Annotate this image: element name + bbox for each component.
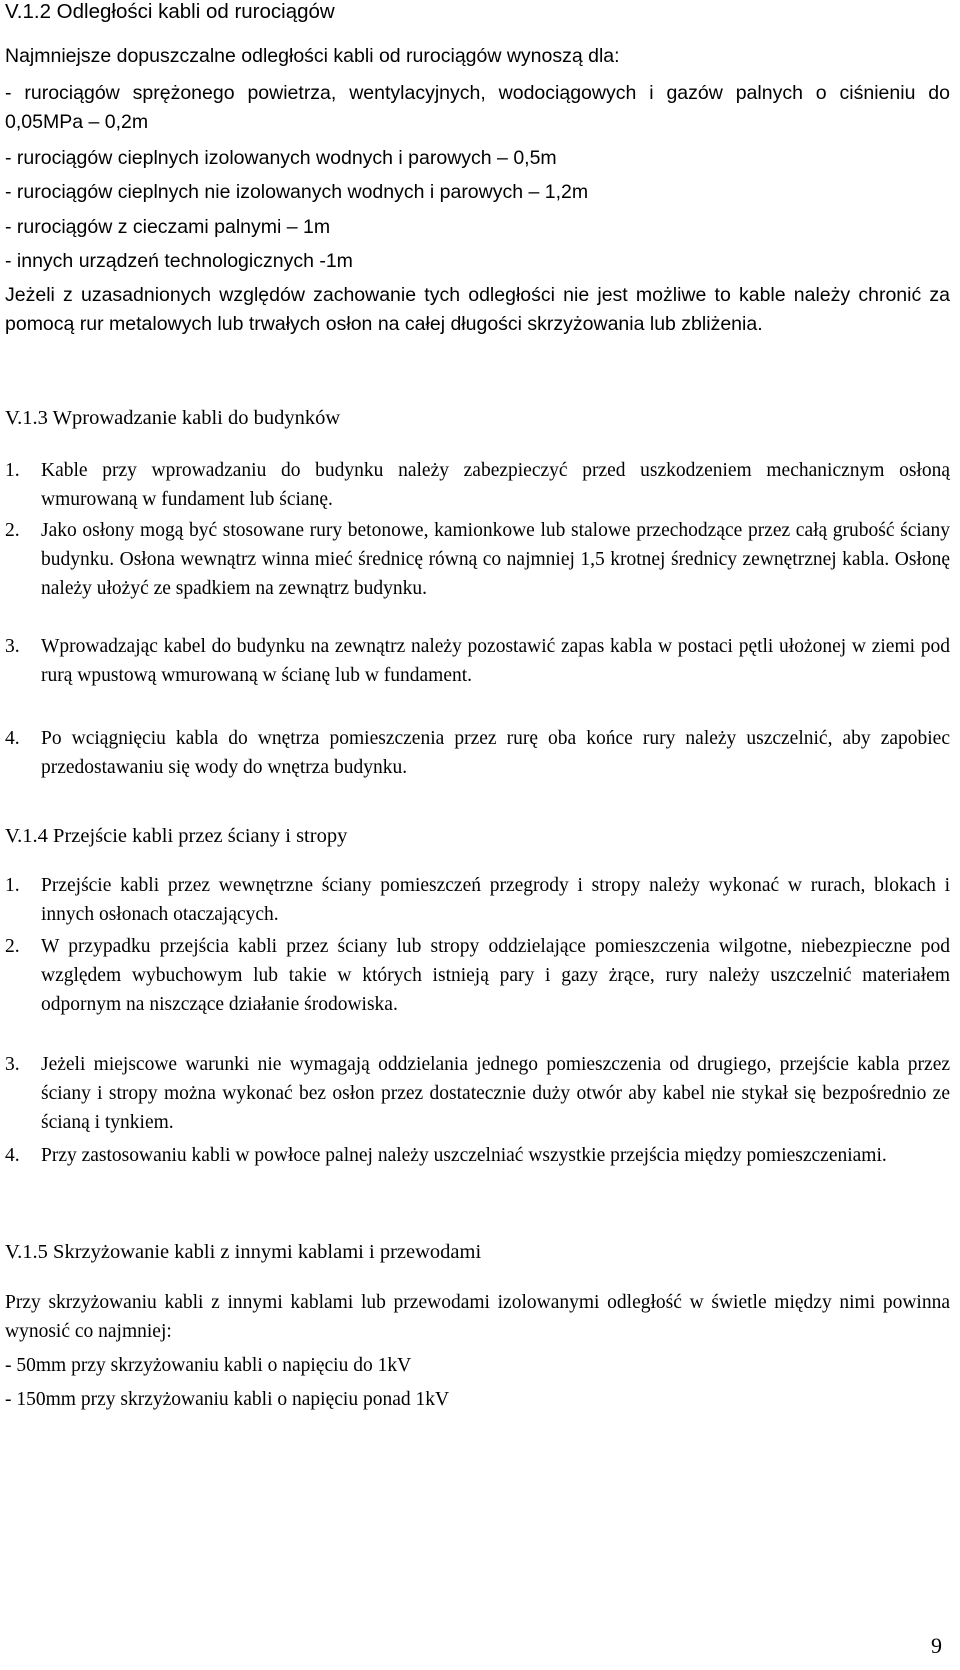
numbered-item — [5, 932, 950, 1048]
numbered-item — [5, 1050, 950, 1137]
item-text: Przejście kabli przez wewnętrzne ściany pomieszczeń przegrody i stropy należy wykonać w rurach, blokach i innych osłonach otaczających. — [41, 875, 950, 925]
item-text: Przy zastosowaniu kabli w powłoce palnej należy uszczelniać wszystkie przejścia między pomieszczeniami. — [41, 1145, 887, 1166]
list-item: - rurociągów cieplnych izolowanych wodnych i parowych – 0,5m — [5, 147, 557, 169]
numbered-item — [5, 1141, 950, 1199]
numbered-item — [5, 456, 950, 514]
list-item: - rurociągów sprężonego powietrza, wentylacyjnych, wodociągowych i gazów palnych o ciśnieniu do 0,05MPa – 0,2m — [5, 82, 950, 133]
list-item: - 50mm przy skrzyżowaniu kabli o napięciu do 1kV — [5, 1355, 412, 1376]
item-text: Wprowadzając kabel do budynku na zewnątrz należy pozostawić zapas kabla w postaci pętli ułożonej w ziemi pod rurą wpustową wmurowaną w ścianę lub w fundament. — [41, 636, 950, 686]
section-heading-v14: V.1.4 Przejście kabli przez ściany i stropy — [5, 825, 348, 847]
section-v12-intro: Najmniejsze dopuszczalne odległości kabli od rurociągów wynoszą dla: — [5, 45, 620, 67]
section-heading-v12: V.1.2 Odległości kabli od rurociągów — [5, 0, 335, 23]
section-v15-intro: Przy skrzyżowaniu kabli z innymi kablami lub przewodami izolowanymi odległość w świetle między nimi powinna wynosić co najmniej: — [5, 1292, 950, 1342]
item-number: 1. — [5, 875, 20, 896]
item-text: Jeżeli miejscowe warunki nie wymagają oddzielania jednego pomieszczenia od drugiego, przejście kabla przez ściany i stropy można wykonać bez osłon przez dostatecznie duży otwór aby kabel nie stykał się bezpośrednio ze ścianą i tynkiem. — [41, 1054, 950, 1133]
list-item: - rurociągów cieplnych nie izolowanych wodnych i parowych – 1,2m — [5, 181, 589, 203]
item-number: 3. — [5, 636, 20, 657]
page-number: 9 — [931, 1633, 942, 1658]
item-text: Po wciągnięciu kabla do wnętrza pomieszczenia przez rurę oba końce rury należy uszczelnić, aby zapobiec przedostawaniu się wody do wnętrza budynku. — [41, 728, 950, 778]
numbered-item — [5, 871, 950, 929]
list-item: - 150mm przy skrzyżowaniu kabli o napięciu ponad 1kV — [5, 1389, 450, 1410]
list-item: - rurociągów z cieczami palnymi – 1m — [5, 216, 331, 238]
item-number: 3. — [5, 1054, 20, 1075]
list-item: - innych urządzeń technologicznych -1m — [5, 250, 353, 272]
item-text: Jako osłony mogą być stosowane rury betonowe, kamionkowe lub stalowe przechodzące przez całą grubość ściany budynku. Osłona wewnątrz winna mieć średnicę równą co najmniej 1,5 krotnej średnicy zewnętrznej kabla. Osłonę należy ułożyć ze spadkiem na zewnątrz budynku. — [41, 520, 950, 599]
numbered-item — [5, 632, 950, 719]
item-number: 2. — [5, 936, 20, 957]
section-heading-v13: V.1.3 Wprowadzanie kabli do budynków — [5, 407, 341, 429]
item-number: 2. — [5, 520, 20, 541]
item-text: Kable przy wprowadzaniu do budynku należy zabezpieczyć przed uszkodzeniem mechanicznym osłoną wmurowaną w fundament lub ścianę. — [41, 460, 950, 510]
section-heading-v15: V.1.5 Skrzyżowanie kabli z innymi kablami i przewodami — [5, 1241, 482, 1263]
item-text: W przypadku przejścia kabli przez ściany lub stropy oddzielające pomieszczenia wilgotne, niebezpieczne pod względem wybuchowym lub takie w których istnieją pary i gazy żrące, rury należy uszczelnić materiałem odpornym na niszczące działanie środowiska. — [41, 936, 950, 1015]
section-v12-note: Jeżeli z uzasadnionych względów zachowanie tych odległości nie jest możliwe to kable należy chronić za pomocą rur metalowych lub trwałych osłon na całej długości skrzyżowania lub zbliżenia. — [5, 284, 950, 335]
numbered-item — [5, 516, 950, 632]
item-number: 4. — [5, 728, 20, 749]
numbered-item — [5, 724, 950, 782]
item-number: 1. — [5, 460, 20, 481]
item-number: 4. — [5, 1145, 20, 1166]
